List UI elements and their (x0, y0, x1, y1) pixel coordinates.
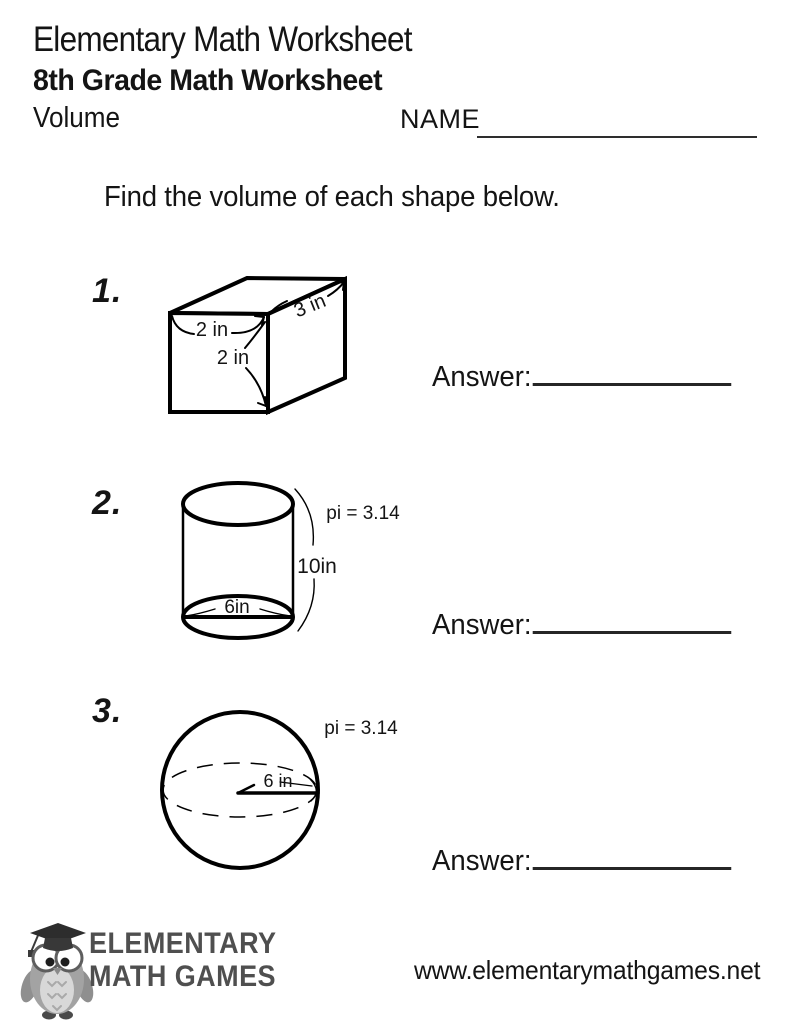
answer-row-3 (432, 847, 731, 876)
sphere-pi-label: pi = 3.14 (324, 718, 398, 739)
sphere-radius-label: 6 in (263, 771, 293, 791)
cylinder-figure (165, 475, 415, 650)
page-subtitle: 8th Grade Math Worksheet (33, 64, 383, 97)
prism-depth-label: 3 in (290, 289, 330, 323)
answer-row-2 (432, 611, 731, 640)
answer-label-1: Answer: (432, 361, 532, 393)
footer-url: www.elementarymathgames.net (414, 955, 761, 985)
answer-label-3: Answer: (432, 845, 532, 877)
answer-blank-line-3 (532, 864, 731, 870)
problem-2-number: 2. (92, 484, 123, 522)
name-label: NAME (400, 104, 481, 134)
sphere-figure (150, 703, 410, 875)
rectangular-prism-figure (160, 264, 365, 422)
answer-row-1 (432, 363, 731, 392)
cylinder-pi-label: pi = 3.14 (326, 503, 400, 524)
problem-3-number: 3. (92, 692, 123, 730)
answer-blank-line-2 (532, 628, 731, 634)
logo-line-1: ELEMENTARY (89, 927, 277, 960)
cylinder-diameter-label: 6in (224, 597, 250, 618)
topic-label: Volume (33, 102, 121, 134)
prism-height-label: 2 in (216, 347, 250, 369)
answer-blank-line-1 (532, 380, 731, 386)
instruction-text: Find the volume of each shape below. (104, 181, 560, 213)
page-title: Elementary Math Worksheet (33, 20, 412, 59)
sphere-outline (162, 712, 318, 868)
answer-label-2: Answer: (432, 609, 532, 641)
logo-text (89, 929, 277, 992)
prism-width-label: 2 in (195, 319, 229, 341)
name-blank-line (477, 136, 757, 138)
cylinder-height-label: 10in (297, 555, 337, 578)
problem-1-number: 1. (92, 272, 123, 310)
owl-logo-icon (20, 916, 94, 1022)
logo-line-2: MATH GAMES (89, 960, 276, 993)
